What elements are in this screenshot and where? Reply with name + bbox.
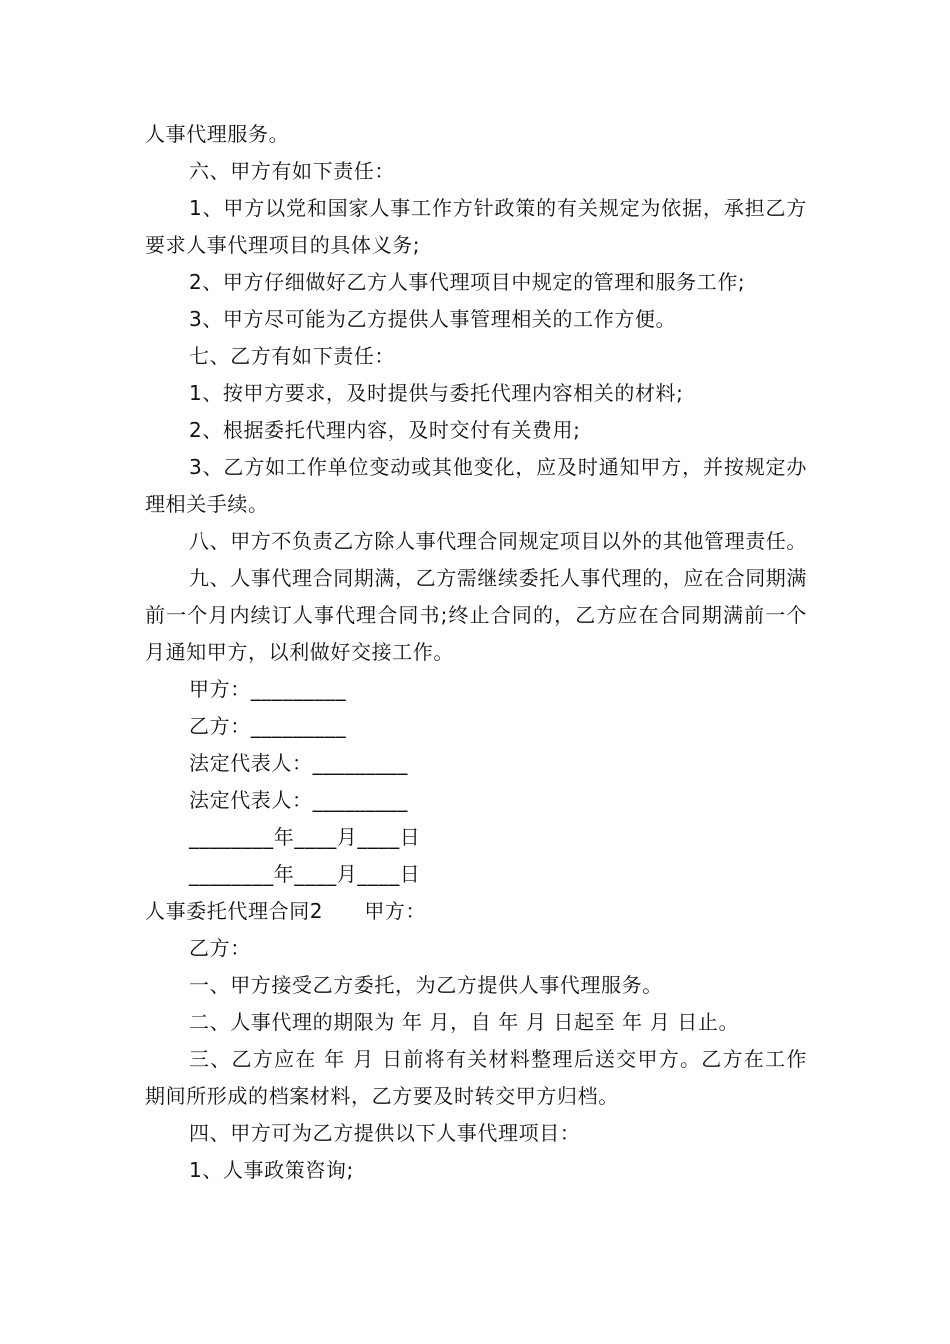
contract-2-item-4: 四、甲方可为乙方提供以下人事代理项目： xyxy=(189,1121,581,1145)
paragraph-party-a-duty-1: 1、甲方以党和国家人事工作方针政策的有关规定为依据，承担乙方要求人事代理项目的具体义务; xyxy=(145,196,807,257)
contract-2-party-b: 乙方： xyxy=(189,936,251,960)
signature-party-b: 乙方：_________ xyxy=(189,714,347,738)
paragraph-party-a-duty-2: 2、甲方仔细做好乙方人事代理项目中规定的管理和服务工作; xyxy=(189,270,746,294)
paragraph-service-end: 人事代理服务。 xyxy=(145,122,290,146)
paragraph-party-b-duty-3: 3、乙方如工作单位变动或其他变化，应及时通知甲方，并按规定办理相关手续。 xyxy=(145,455,807,516)
signature-party-a: 甲方：_________ xyxy=(189,677,347,701)
paragraph-item-8: 八、甲方不负责乙方除人事代理合同规定项目以外的其他管理责任。 xyxy=(189,529,807,553)
signature-date-1: ________年____月____日 xyxy=(189,825,421,849)
contract-2-item-1: 一、甲方接受乙方委托，为乙方提供人事代理服务。 xyxy=(189,973,663,997)
paragraph-party-b-duty-1: 1、按甲方要求，及时提供与委托代理内容相关的材料; xyxy=(189,381,684,405)
paragraph-party-b-duties-heading: 七、乙方有如下责任： xyxy=(189,344,395,368)
paragraph-party-a-duties-heading: 六、甲方有如下责任： xyxy=(189,159,395,183)
document-body xyxy=(145,116,807,1189)
paragraph-party-a-duty-3: 3、甲方尽可能为乙方提供人事管理相关的工作方便。 xyxy=(189,307,677,331)
signature-legal-rep-2: 法定代表人：_________ xyxy=(189,788,408,812)
signature-date-2: ________年____月____日 xyxy=(189,862,421,886)
contract-2-item-3: 三、乙方应在 年 月 日前将有关材料整理后送交甲方。乙方在工作期间所形成的档案材料，乙方要及时转交甲方归档。 xyxy=(145,1047,807,1108)
contract-2-subitem-1: 1、人事政策咨询; xyxy=(189,1158,354,1182)
paragraph-item-9: 九、人事代理合同期满，乙方需继续委托人事代理的，应在合同期满前一个月内续订人事代理合同书;终止合同的，乙方应在合同期满前一个月通知甲方，以利做好交接工作。 xyxy=(145,566,807,664)
contract-2-title: 人事委托代理合同2 甲方： xyxy=(145,899,427,923)
signature-legal-rep-1: 法定代表人：_________ xyxy=(189,751,408,775)
contract-2-item-2: 二、人事代理的期限为 年 月，自 年 月 日起至 年 月 日止。 xyxy=(189,1010,740,1034)
paragraph-party-b-duty-2: 2、根据委托代理内容，及时交付有关费用; xyxy=(189,418,581,442)
